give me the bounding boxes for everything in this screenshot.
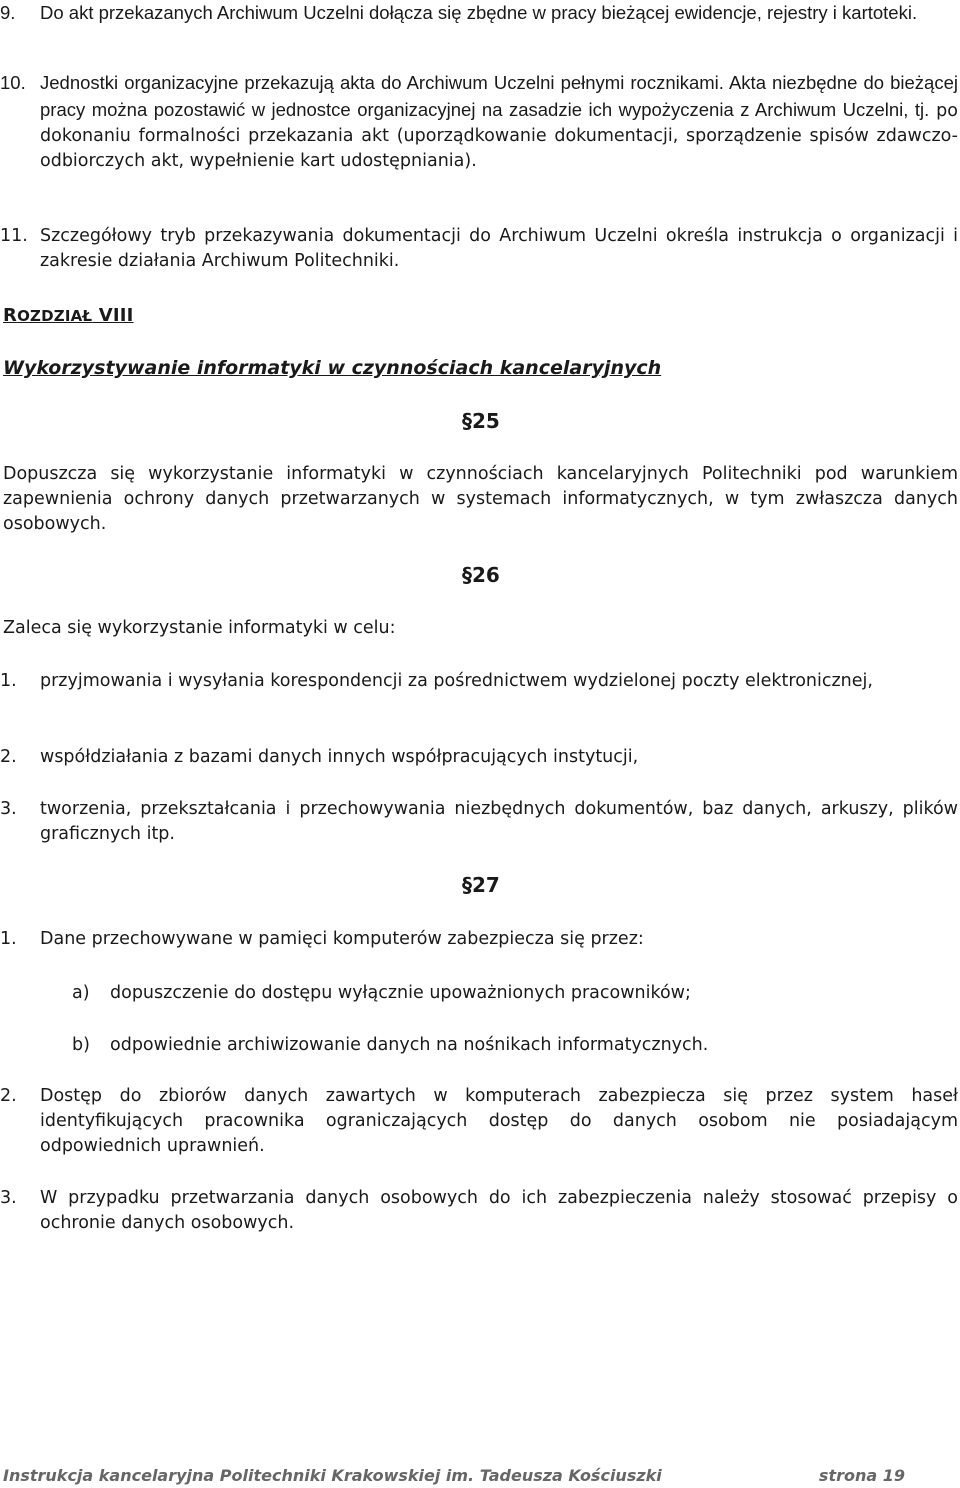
item-number: 2. — [0, 747, 17, 767]
list-item — [0, 797, 958, 847]
item-text: Dane przechowywane w pamięci komputerów zabezpiecza się przez: — [40, 929, 644, 949]
chapter-letter: R — [3, 305, 18, 326]
paragraph-mark-26: §26 — [462, 563, 500, 587]
list-item — [0, 1186, 958, 1236]
item-text: tworzenia, przekształcania i przechowywania niezbędnych dokumentów, baz danych, arkuszy, plików graficznych itp. — [40, 799, 958, 844]
paragraph-mark-27: §27 — [462, 873, 500, 897]
footer-document-title: Instrukcja kancelaryjna Politechniki Krakowskiej im. Tadeusza Kościuszki — [3, 1466, 662, 1485]
list-item — [0, 669, 958, 694]
page-footer — [3, 1463, 905, 1488]
item-number: 1. — [0, 929, 17, 949]
item-text-part-a: Jednostki organizacyjne przekazują akta do Archiwum Uczelni pełnymi rocznikami. Akta niezbędne do bieżącej pracy można pozostawić w jednostce organizacyjnej na zasadzie ich wypożyczenia z Archiwum Uczelni, tj. — [40, 72, 958, 120]
list-item — [0, 1084, 958, 1159]
list-item-11 — [0, 224, 958, 274]
list-item-10 — [0, 70, 958, 174]
item-number: 11. — [0, 226, 28, 246]
paragraph-25-text: Dopuszcza się wykorzystanie informatyki w czynnościach kancelaryjnych Politechniki pod warunkiem zapewnienia ochrony danych przetwarzanych w systemach informatycznych, w tym zwłaszcza danych osobowych. — [3, 464, 958, 534]
item-number: 1. — [0, 671, 17, 691]
list-item — [0, 745, 958, 770]
item-text: Do akt przekazanych Archiwum Uczelni dołącza się zbędne w pracy bieżącej ewidencje, rejestry i kartoteki. — [40, 2, 918, 23]
item-number: 2. — [0, 1086, 17, 1106]
item-number: 3. — [0, 799, 17, 819]
footer-page-number: strona 19 — [818, 1466, 905, 1485]
list-item-9 — [0, 0, 958, 25]
item-number: 10. — [0, 72, 26, 93]
section-title: Wykorzystywanie informatyki w czynnościach kancelaryjnych — [3, 357, 662, 379]
item-number: 3. — [0, 1188, 17, 1208]
item-text: współdziałania z bazami danych innych współpracujących instytucji, — [40, 747, 639, 767]
item-number: 9. — [0, 2, 16, 23]
item-text — [40, 70, 958, 174]
sub-item-text: dopuszczenie do dostępu wyłącznie upoważnionych pracowników; — [110, 983, 691, 1003]
item-text-part-b: po dokonaniu formalności przekazania akt (uporządkowanie dokumentacji, sporządzenie spisów zdawczo-odbiorczych akt, wypełnienie kart udostępniania). — [40, 101, 958, 171]
item-text: Szczegółowy tryb przekazywania dokumentacji do Archiwum Uczelni określa instrukcja o organizacji i zakresie działania Archiwum Politechniki. — [40, 226, 958, 271]
chapter-word: OZDZIAŁ — [17, 307, 93, 325]
sub-item-a — [72, 981, 958, 1006]
item-text: przyjmowania i wysyłania korespondencji za pośrednictwem wydzielonej poczty elektronicznej, — [40, 671, 873, 691]
chapter-heading — [3, 303, 134, 329]
sub-item-text: odpowiednie archiwizowanie danych na nośnikach informatycznych. — [110, 1035, 709, 1055]
paragraph-mark-25: §25 — [462, 409, 500, 433]
item-text: W przypadku przetwarzania danych osobowych do ich zabezpieczenia należy stosować przepisy o ochronie danych osobowych. — [40, 1188, 958, 1233]
chapter-number: VIII — [92, 305, 134, 326]
sub-item-letter: a) — [72, 983, 90, 1003]
paragraph-26-intro: Zaleca się wykorzystanie informatyki w celu: — [3, 618, 396, 638]
item-text: Dostęp do zbiorów danych zawartych w komputerach zabezpiecza się przez system haseł identyfikujących pracownika ograniczających dostęp do danych osobom nie posiadającym odpowiednich uprawnień. — [40, 1086, 958, 1156]
list-item — [0, 927, 958, 952]
sub-item-b — [72, 1033, 958, 1058]
sub-item-letter: b) — [72, 1035, 90, 1055]
